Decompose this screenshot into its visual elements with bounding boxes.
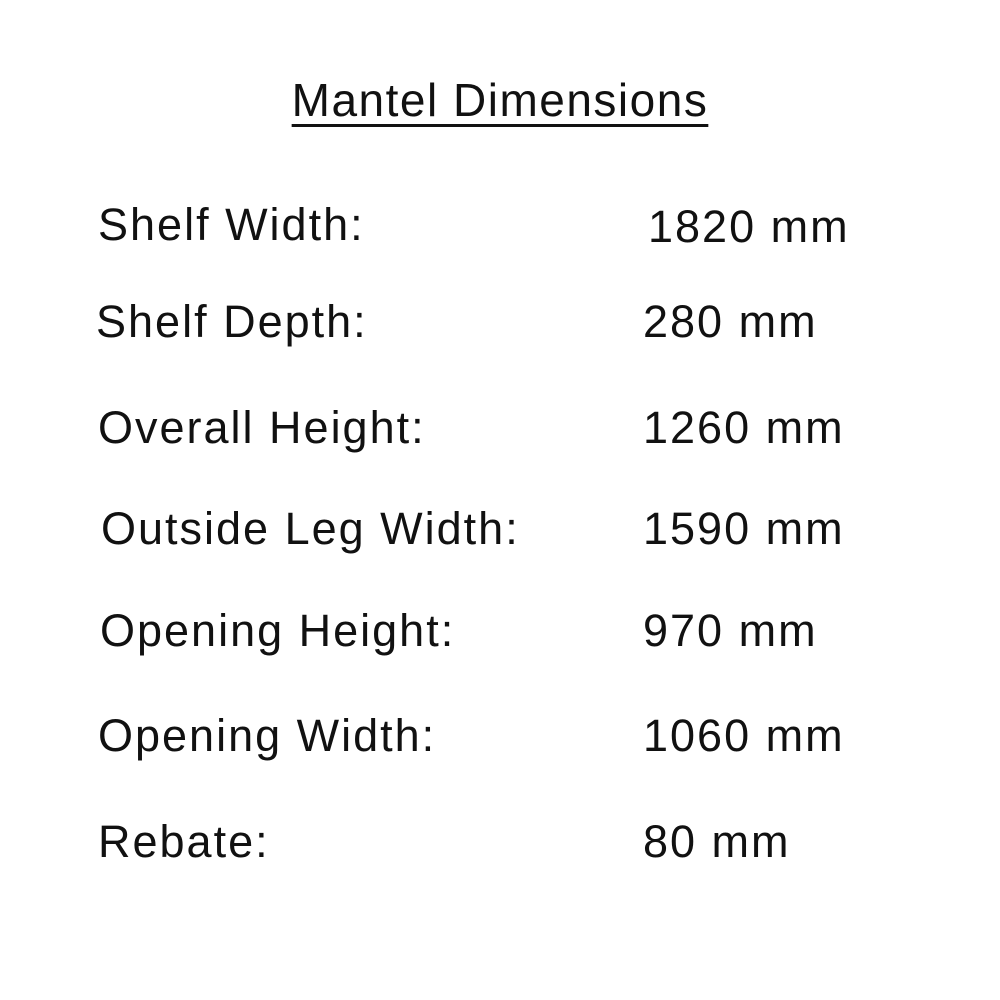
dimension-value: 970 mm	[643, 605, 818, 656]
dimension-label: Shelf Depth:	[96, 296, 368, 347]
dimension-value: 80 mm	[643, 816, 791, 867]
dimension-label: Rebate:	[98, 816, 270, 867]
dimension-row-outside-leg-width	[0, 499, 1000, 559]
dimension-value: 280 mm	[643, 296, 818, 347]
dimension-value: 1590 mm	[643, 503, 845, 554]
page-title	[0, 72, 1000, 128]
dimension-label: Opening Width:	[98, 710, 437, 761]
dimension-row-shelf-width	[0, 195, 1000, 255]
dimension-row-rebate	[0, 812, 1000, 872]
page-title-text: Mantel Dimensions	[291, 74, 709, 126]
dimension-value: 1820 mm	[648, 201, 850, 252]
dimension-label: Overall Height:	[98, 402, 426, 453]
dimension-row-opening-height	[0, 601, 1000, 661]
dimension-value: 1060 mm	[643, 710, 845, 761]
dimension-label: Shelf Width:	[98, 199, 365, 250]
dimension-label: Opening Height:	[100, 605, 456, 656]
dimension-row-shelf-depth	[0, 292, 1000, 352]
dimension-row-overall-height	[0, 398, 1000, 458]
dimension-row-opening-width	[0, 706, 1000, 766]
dimension-value: 1260 mm	[643, 402, 845, 453]
dimension-label: Outside Leg Width:	[101, 503, 520, 554]
